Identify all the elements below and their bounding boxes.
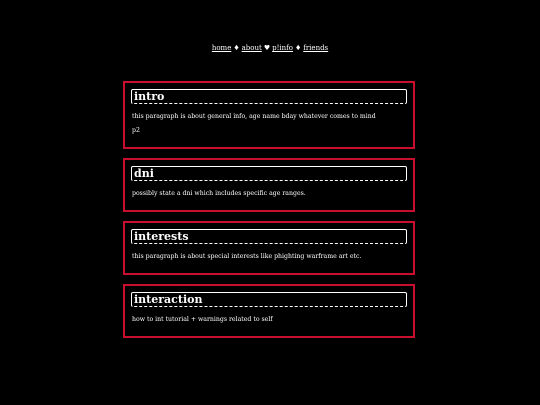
section-interests <box>123 221 415 275</box>
top-nav <box>0 43 540 53</box>
section-title: interests <box>131 229 407 244</box>
nav-separator: ♥ <box>263 44 271 52</box>
nav-link-pinfo[interactable]: p!info <box>272 44 293 52</box>
section-text: this paragraph is about general info, age name bday whatever comes to mind <box>132 113 376 120</box>
section-text: how to int tutorial + warnings related to self <box>132 316 273 323</box>
section-title: interaction <box>131 292 407 307</box>
nav-link-friends[interactable]: friends <box>303 44 329 52</box>
section-dni <box>123 158 415 212</box>
nav-separator: ♦ <box>233 44 240 52</box>
section-text: this paragraph is about special interests like phighting warframe art etc. <box>132 253 362 260</box>
section-interaction <box>123 284 415 338</box>
section-text: possibly state a dni which includes specific age ranges. <box>132 190 306 197</box>
section-intro <box>123 81 415 149</box>
nav-link-about[interactable]: about <box>241 44 262 52</box>
section-title: dni <box>131 166 407 181</box>
section-title: intro <box>131 89 407 104</box>
nav-link-home[interactable]: home <box>211 44 232 52</box>
nav-separator: ♦ <box>294 44 302 52</box>
section-text: p2 <box>132 127 140 134</box>
